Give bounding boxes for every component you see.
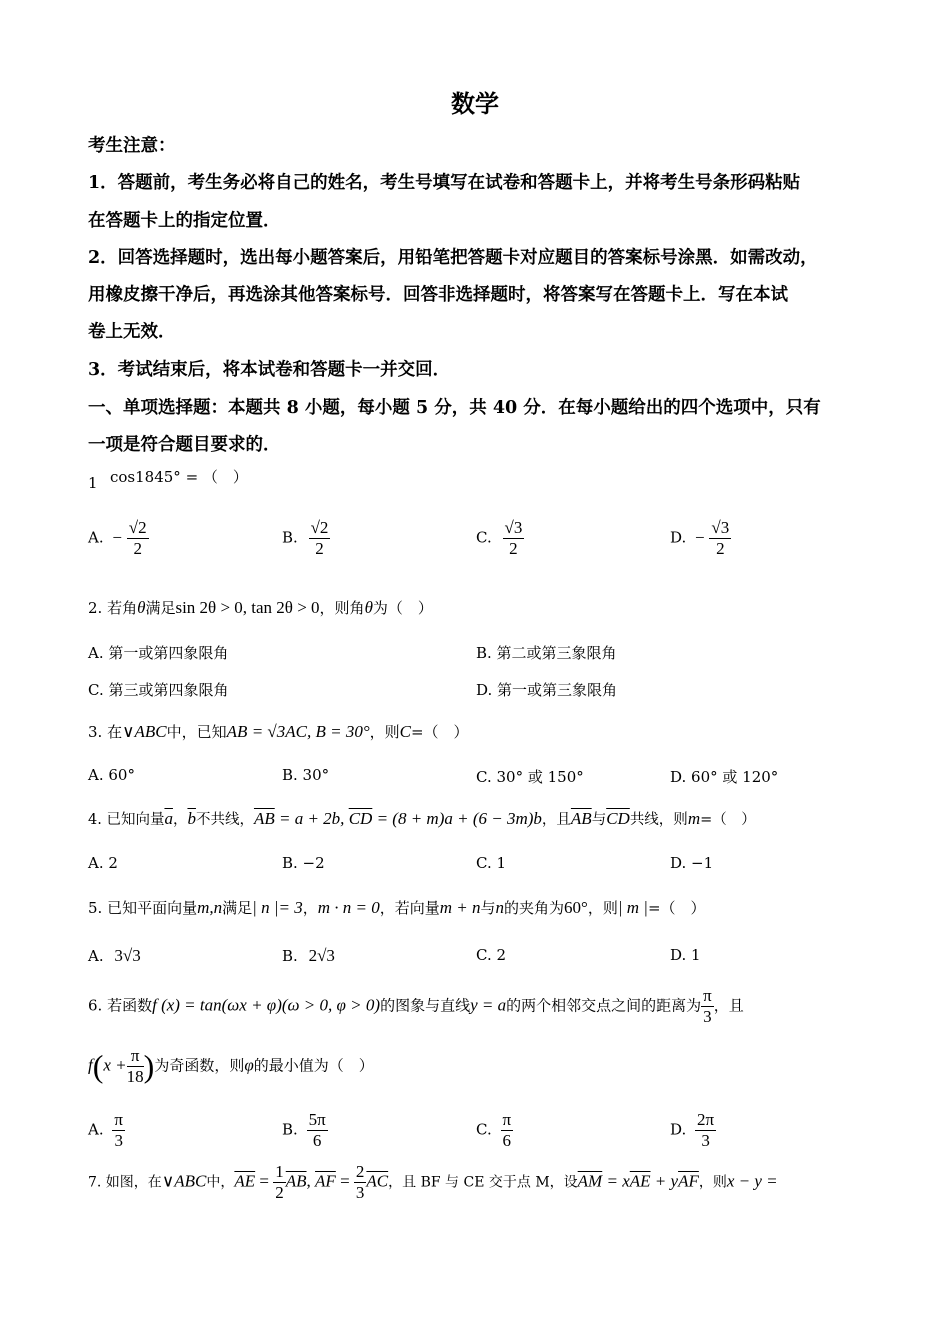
notice-heading: 考生注意：: [88, 136, 176, 156]
argument-fraction: $\frac{\pi}{18}$: [126, 1046, 144, 1086]
option-fraction: $\frac{√2}{2}$: [310, 518, 329, 558]
question-4-option-d: D. −1: [670, 854, 714, 872]
option-label: B.: [282, 528, 298, 547]
section-heading-line-1: 一、单项选择题：本题共 8 小题，每小题 5 分，共 40 分．在每小题给出的四个选项中，只有: [88, 398, 821, 418]
option-label: C.: [476, 528, 492, 547]
question-4-option-a: A. 2: [88, 854, 118, 872]
option-fraction: $\frac{√2}{2}$: [128, 518, 147, 558]
notice-item-1-line-1: 1．答题前，考生务必将自己的姓名，考生号填写在试卷和答题卡上，并将考生号条形码粘贴: [88, 173, 801, 193]
question-6-stem-line-1: 6. 若函数f (x) = tan(ωx + φ)(ω > 0, φ > 0)的图象与直线y = a的两个相邻交点之间的距离为 $\frac{\pi}{3}$ ，且: [88, 986, 744, 1026]
notice-item-3: 3．考试结束后，将本试卷和答题卡一并交回．: [88, 360, 451, 380]
question-7-stem: 7. 如图，在∨ABC中，$\overline{AE}$ = $\frac{1}{2}$ $\overline{AB}$, $\overline{AF}$ = $\frac{2}{3}$ $\overline{AC}$，且 BF 与 CE 交于点 M，设$\overline{AM} = x\overline{AE} + y\overline{AF}$，则x − y =: [88, 1162, 778, 1202]
section-heading-line-2: 一项是符合题目要求的．: [88, 435, 281, 455]
question-3-option-a: A. 60°: [88, 766, 135, 784]
notice-item-2-line-3: 卷上无效．: [88, 322, 176, 342]
option-label: D.: [670, 528, 687, 547]
notice-item-2-line-1: 2．回答选择题时，选出每小题答案后，用铅笔把答题卡对应题目的答案标号涂黑．如需改动，: [88, 248, 818, 268]
question-1-option-a: [88, 518, 149, 559]
question-6-option-a: A. $\frac{\pi}{3}$: [88, 1110, 123, 1150]
question-6-option-b: B. $\frac{5\pi}{6}$: [282, 1110, 326, 1150]
option-label: A.: [88, 528, 104, 547]
question-5-option-a: A. 3√3: [88, 946, 141, 965]
question-1-number: 1: [88, 474, 98, 492]
option-fraction: $\frac{√3}{2}$: [711, 518, 730, 558]
notice-item-2-line-2: 用橡皮擦干净后，再选涂其他答案标号．回答非选择题时，将答案写在答题卡上．写在本试: [88, 285, 788, 305]
question-2-stem: 2. 若角θ满足sin 2θ > 0, tan 2θ > 0，则角θ为（ ）: [88, 598, 433, 617]
question-1-option-d: [670, 518, 731, 559]
question-2-option-a: A. 第一或第四象限角: [88, 644, 229, 662]
option-sign: −: [695, 527, 705, 547]
distance-fraction: $\frac{\pi}{3}$: [703, 986, 712, 1026]
question-6-option-d: D. $\frac{2\pi}{3}$: [670, 1110, 715, 1150]
question-1-stem: cos1845° = （ ）: [110, 468, 248, 486]
notice-item-1-line-2: 在答题卡上的指定位置．: [88, 211, 281, 231]
question-1-option-b: [282, 518, 330, 559]
question-3-option-b: B. 30°: [282, 766, 330, 784]
question-5-option-b: B. 2√3: [282, 946, 335, 965]
question-4-option-b: B. −2: [282, 854, 325, 872]
question-2-option-c: C. 第三或第四象限角: [88, 681, 229, 699]
page-title: 数学: [451, 89, 499, 118]
question-5-stem: 5. 已知平面向量m,n满足| n |= 3，m · n = 0，若向量m + n与n的夹角为60°，则| m |=（ ）: [88, 898, 706, 917]
question-3-option-c: C. 30° 或 150°: [476, 768, 584, 786]
option-sign: −: [112, 527, 122, 547]
question-2-option-b: B. 第二或第三象限角: [476, 644, 617, 662]
question-5-option-c: C. 2: [476, 946, 507, 964]
question-5-option-d: D. 1: [670, 946, 701, 964]
question-3-stem: 3. 在∨ABC中，已知AB = √3AC, B = 30°，则C=（ ）: [88, 722, 469, 741]
question-6-option-c: C. $\frac{\pi}{6}$: [476, 1110, 512, 1150]
question-3-option-d: D. 60° 或 120°: [670, 768, 779, 786]
question-1-option-c: [476, 518, 524, 559]
question-6-stem-line-2: f(x + $\frac{\pi}{18}$ )为奇函数，则φ的最小值为（ ）: [88, 1046, 374, 1086]
option-fraction: $\frac{√3}{2}$: [504, 518, 523, 558]
question-4-option-c: C. 1: [476, 854, 507, 872]
question-4-stem: 4. 已知向量$\overline{a}$，$\overline{b}$不共线，$\overline{AB} = a + 2b$, $\overline{CD} = (8 + m)a + (6 - 3m)b$，且$\overline{AB}$与$\overline{CD}$共线，则m=（ ）: [88, 809, 756, 828]
question-2-option-d: D. 第一或第三象限角: [476, 681, 618, 699]
